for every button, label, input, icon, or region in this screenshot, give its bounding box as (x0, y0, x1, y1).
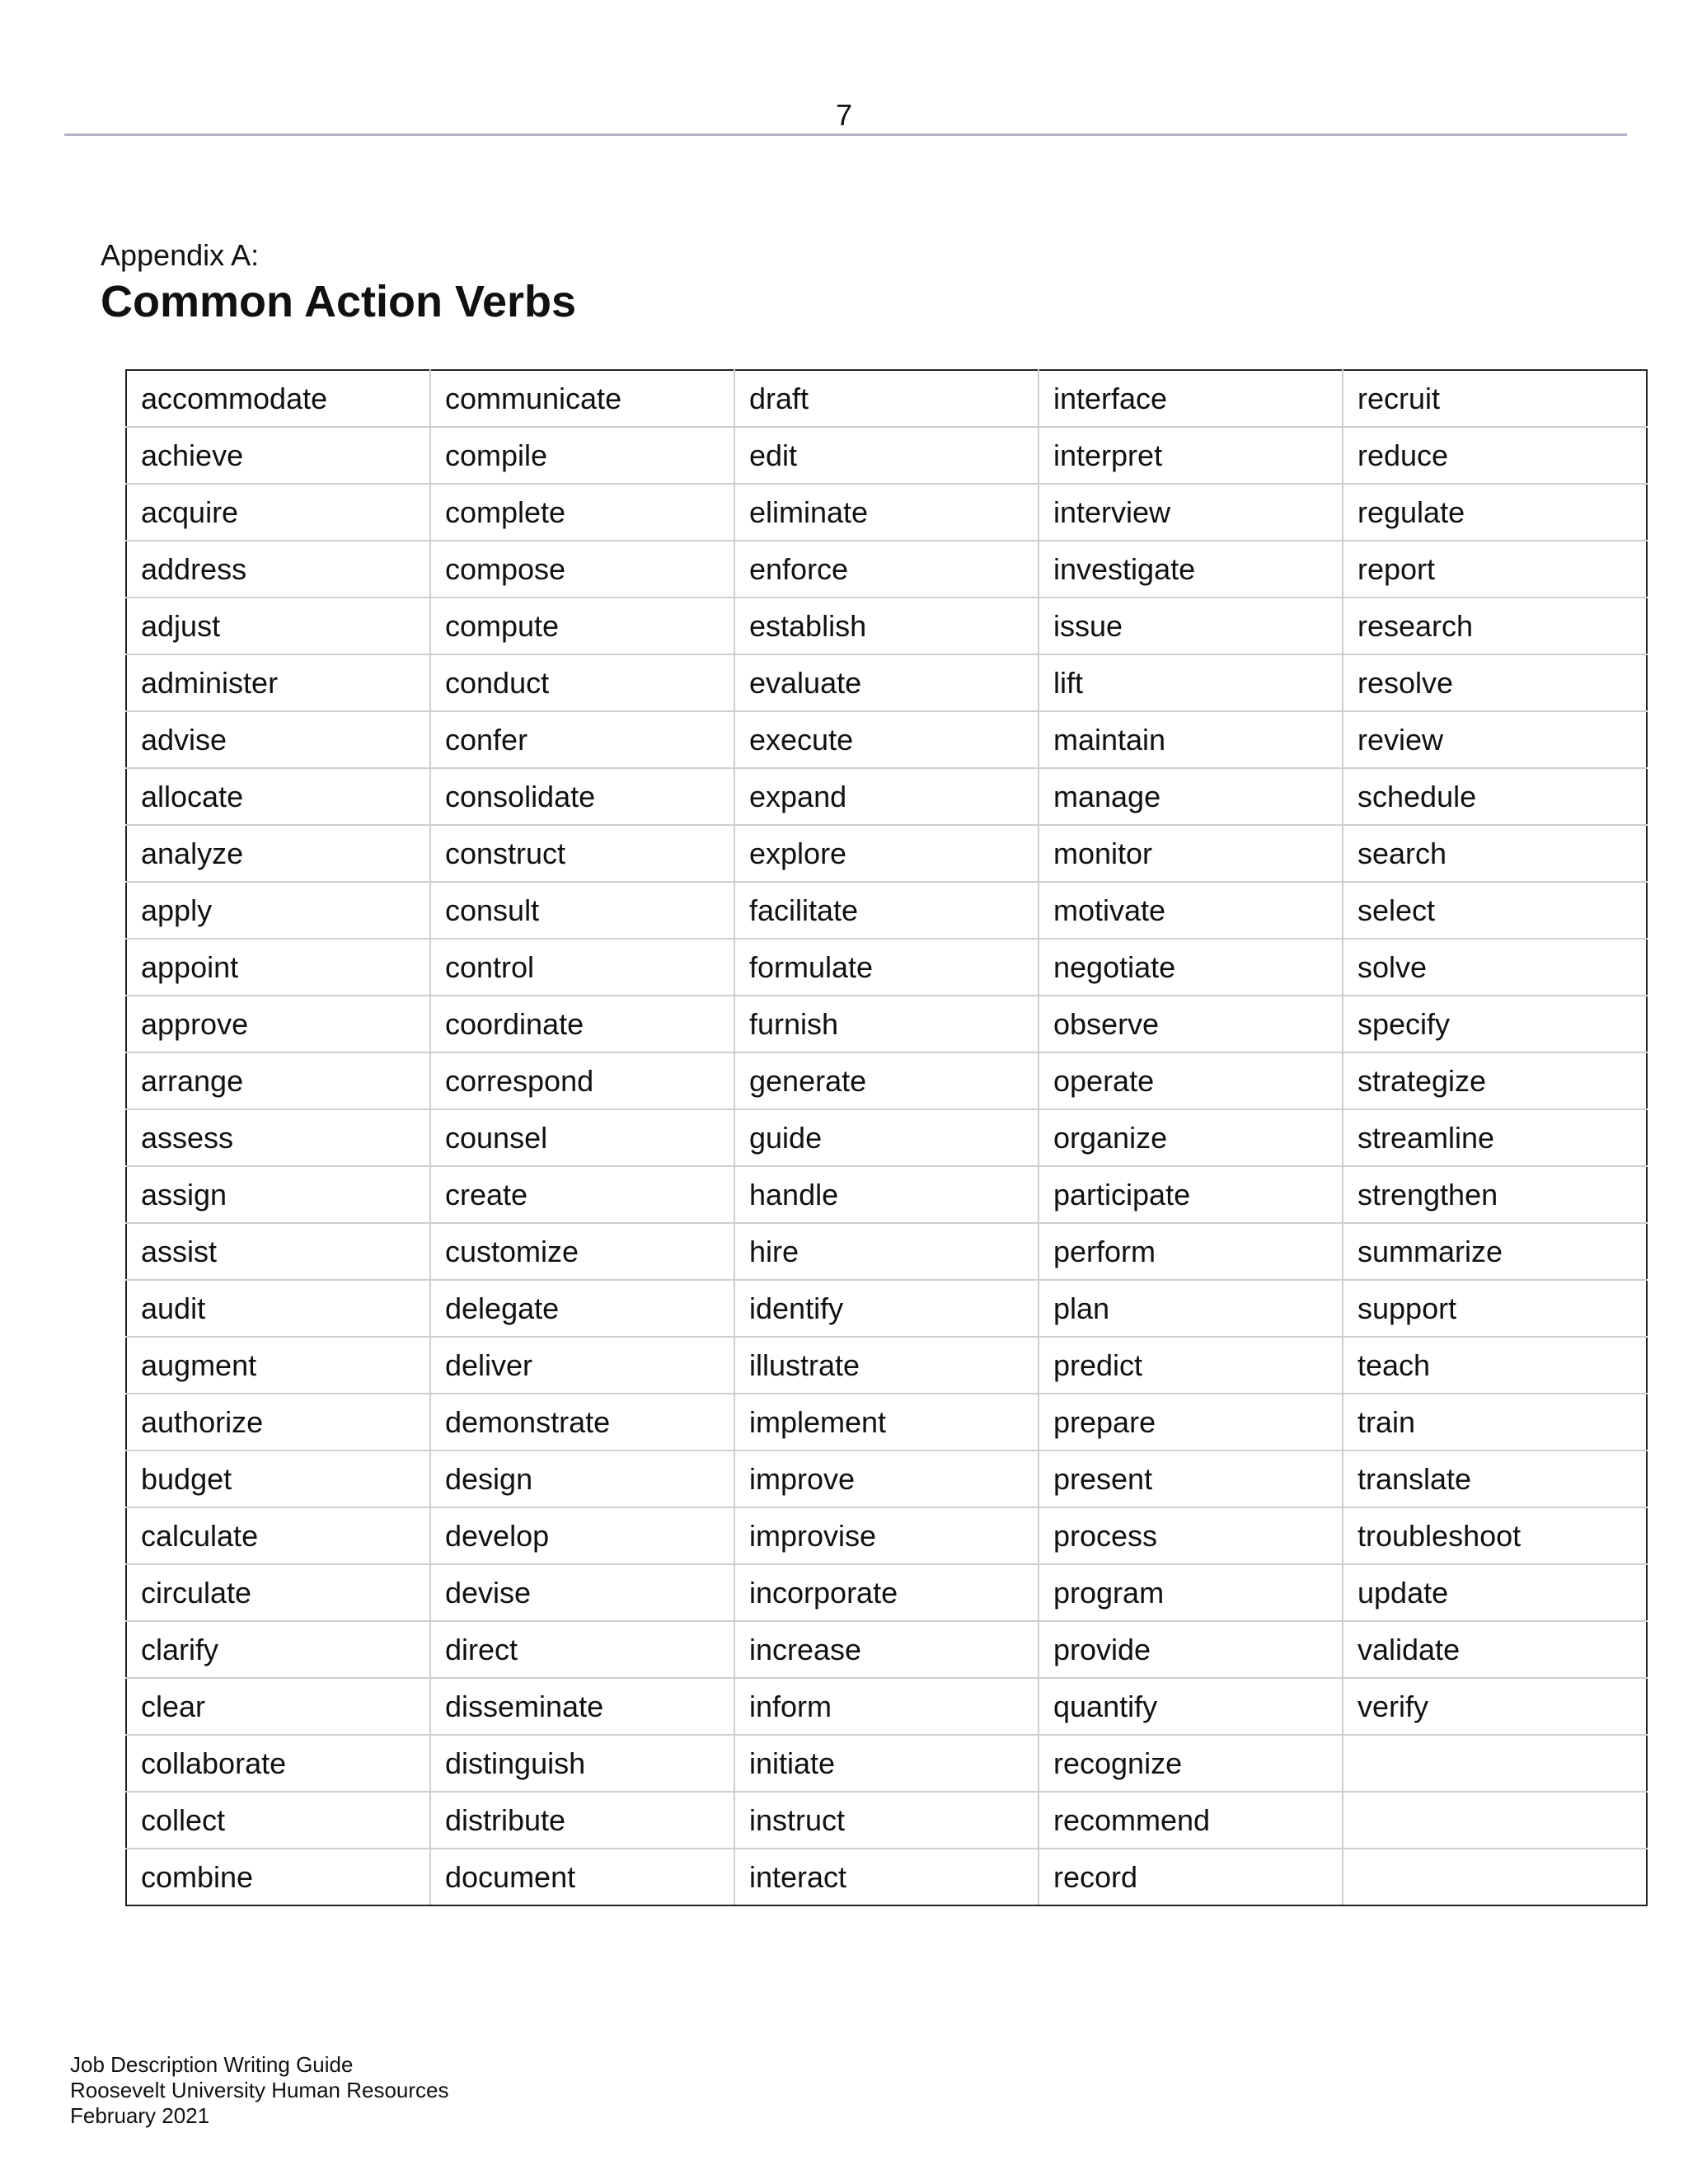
verb-cell: complete (430, 484, 734, 541)
verb-cell: solve (1343, 939, 1647, 996)
verb-cell: teach (1343, 1337, 1647, 1394)
verb-cell: strengthen (1343, 1166, 1647, 1223)
table-row (126, 484, 1647, 541)
verb-cell: recognize (1039, 1735, 1343, 1792)
action-verbs-table-body (126, 370, 1647, 1905)
verb-cell: calculate (126, 1507, 430, 1564)
verb-cell: identify (734, 1280, 1039, 1337)
table-row (126, 1280, 1647, 1337)
verb-cell: circulate (126, 1564, 430, 1621)
verb-cell: construct (430, 825, 734, 882)
verb-cell: collect (126, 1792, 430, 1849)
table-row (126, 939, 1647, 996)
table-row (126, 1166, 1647, 1223)
verb-cell: customize (430, 1223, 734, 1280)
verb-cell: operate (1039, 1052, 1343, 1109)
verb-cell: issue (1039, 598, 1343, 654)
table-row (126, 1394, 1647, 1451)
table-row (126, 598, 1647, 654)
verb-cell: execute (734, 711, 1039, 768)
verb-cell: motivate (1039, 882, 1343, 939)
verb-cell: interpret (1039, 427, 1343, 484)
verb-cell: increase (734, 1621, 1039, 1678)
verb-cell: deliver (430, 1337, 734, 1394)
table-row (126, 1678, 1647, 1735)
verb-cell: acquire (126, 484, 430, 541)
table-row (126, 1223, 1647, 1280)
verb-cell: compute (430, 598, 734, 654)
verb-cell: communicate (430, 370, 734, 427)
verb-cell: regulate (1343, 484, 1647, 541)
verb-cell: address (126, 541, 430, 598)
footer-document-title: Job Description Writing Guide (70, 2052, 354, 2077)
verb-cell: verify (1343, 1678, 1647, 1735)
verb-cell: coordinate (430, 996, 734, 1052)
verb-cell: design (430, 1451, 734, 1507)
verb-cell: arrange (126, 1052, 430, 1109)
verb-cell: quantify (1039, 1678, 1343, 1735)
verb-cell: combine (126, 1849, 430, 1905)
verb-cell: draft (734, 370, 1039, 427)
verb-cell: correspond (430, 1052, 734, 1109)
verb-cell: inform (734, 1678, 1039, 1735)
verb-cell: recruit (1343, 370, 1647, 427)
header-divider (64, 134, 1627, 136)
verb-cell: distinguish (430, 1735, 734, 1792)
verb-cell: adjust (126, 598, 430, 654)
verb-cell: select (1343, 882, 1647, 939)
verb-cell: recommend (1039, 1792, 1343, 1849)
page-number: 7 (835, 98, 853, 132)
verb-cell: resolve (1343, 654, 1647, 711)
table-row (126, 1849, 1647, 1905)
table-row (126, 370, 1647, 427)
verb-cell: hire (734, 1223, 1039, 1280)
verb-cell: schedule (1343, 768, 1647, 825)
verb-cell: advise (126, 711, 430, 768)
verb-cell: interview (1039, 484, 1343, 541)
table-row (126, 1451, 1647, 1507)
verb-cell: record (1039, 1849, 1343, 1905)
table-row (126, 1792, 1647, 1849)
verb-cell: budget (126, 1451, 430, 1507)
verb-cell: prepare (1039, 1394, 1343, 1451)
verb-cell: augment (126, 1337, 430, 1394)
table-row (126, 1735, 1647, 1792)
verb-cell: troubleshoot (1343, 1507, 1647, 1564)
verb-cell: illustrate (734, 1337, 1039, 1394)
verb-cell: delegate (430, 1280, 734, 1337)
table-row (126, 1507, 1647, 1564)
table-row (126, 654, 1647, 711)
verb-cell: consolidate (430, 768, 734, 825)
verb-cell: compose (430, 541, 734, 598)
verb-cell: expand (734, 768, 1039, 825)
verb-cell: investigate (1039, 541, 1343, 598)
verb-cell: control (430, 939, 734, 996)
verb-cell: develop (430, 1507, 734, 1564)
verb-cell (1343, 1735, 1647, 1792)
verb-cell: strategize (1343, 1052, 1647, 1109)
verb-cell: reduce (1343, 427, 1647, 484)
verb-cell: instruct (734, 1792, 1039, 1849)
verb-cell: create (430, 1166, 734, 1223)
verb-cell: eliminate (734, 484, 1039, 541)
verb-cell: guide (734, 1109, 1039, 1166)
verb-cell: assist (126, 1223, 430, 1280)
verb-cell: improve (734, 1451, 1039, 1507)
verb-cell: administer (126, 654, 430, 711)
verb-cell: plan (1039, 1280, 1343, 1337)
table-row (126, 996, 1647, 1052)
verb-cell: train (1343, 1394, 1647, 1451)
verb-cell: negotiate (1039, 939, 1343, 996)
verb-cell: lift (1039, 654, 1343, 711)
table-row (126, 711, 1647, 768)
verb-cell: collaborate (126, 1735, 430, 1792)
action-verbs-table (125, 369, 1648, 1906)
verb-cell: devise (430, 1564, 734, 1621)
verb-cell: approve (126, 996, 430, 1052)
verb-cell: incorporate (734, 1564, 1039, 1621)
verb-cell: enforce (734, 541, 1039, 598)
verb-cell: consult (430, 882, 734, 939)
verb-cell: program (1039, 1564, 1343, 1621)
verb-cell: direct (430, 1621, 734, 1678)
verb-cell: achieve (126, 427, 430, 484)
verb-cell: perform (1039, 1223, 1343, 1280)
verb-cell: allocate (126, 768, 430, 825)
verb-cell: research (1343, 598, 1647, 654)
verb-cell: analyze (126, 825, 430, 882)
verb-cell: monitor (1039, 825, 1343, 882)
verb-cell: formulate (734, 939, 1039, 996)
verb-cell: explore (734, 825, 1039, 882)
verb-cell: evaluate (734, 654, 1039, 711)
verb-cell: interface (1039, 370, 1343, 427)
verb-cell: support (1343, 1280, 1647, 1337)
table-row (126, 882, 1647, 939)
table-row (126, 768, 1647, 825)
verb-cell: summarize (1343, 1223, 1647, 1280)
verb-cell: confer (430, 711, 734, 768)
verb-cell: update (1343, 1564, 1647, 1621)
footer (70, 2052, 449, 2129)
verb-cell: distribute (430, 1792, 734, 1849)
verb-cell: document (430, 1849, 734, 1905)
table-row (126, 825, 1647, 882)
table-row (126, 1337, 1647, 1394)
verb-cell: report (1343, 541, 1647, 598)
verb-cell: review (1343, 711, 1647, 768)
verb-cell: specify (1343, 996, 1647, 1052)
verb-cell: process (1039, 1507, 1343, 1564)
verb-cell: demonstrate (430, 1394, 734, 1451)
footer-department: Roosevelt University Human Resources (70, 2078, 449, 2102)
verb-cell: conduct (430, 654, 734, 711)
verb-cell: generate (734, 1052, 1039, 1109)
verb-cell: improvise (734, 1507, 1039, 1564)
verb-cell: accommodate (126, 370, 430, 427)
table-row (126, 1109, 1647, 1166)
table-row (126, 541, 1647, 598)
verb-cell: maintain (1039, 711, 1343, 768)
verb-cell: participate (1039, 1166, 1343, 1223)
verb-cell: counsel (430, 1109, 734, 1166)
table-row (126, 1564, 1647, 1621)
verb-cell: initiate (734, 1735, 1039, 1792)
verb-cell: handle (734, 1166, 1039, 1223)
verb-cell: establish (734, 598, 1039, 654)
verb-cell: observe (1039, 996, 1343, 1052)
verb-cell: audit (126, 1280, 430, 1337)
verb-cell: assign (126, 1166, 430, 1223)
verb-cell: streamline (1343, 1109, 1647, 1166)
verb-cell: furnish (734, 996, 1039, 1052)
verb-cell: disseminate (430, 1678, 734, 1735)
verb-cell: clear (126, 1678, 430, 1735)
footer-date: February 2021 (70, 2103, 210, 2128)
page-title: Common Action Verbs (101, 277, 577, 326)
table-row (126, 1052, 1647, 1109)
table-row (126, 1621, 1647, 1678)
verb-cell: manage (1039, 768, 1343, 825)
verb-cell (1343, 1849, 1647, 1905)
verb-cell: interact (734, 1849, 1039, 1905)
verb-cell: translate (1343, 1451, 1647, 1507)
verb-cell: authorize (126, 1394, 430, 1451)
verb-cell: organize (1039, 1109, 1343, 1166)
verb-cell: clarify (126, 1621, 430, 1678)
appendix-label: Appendix A: (101, 238, 260, 272)
verb-cell: compile (430, 427, 734, 484)
verb-cell: edit (734, 427, 1039, 484)
table-row (126, 427, 1647, 484)
verb-cell: facilitate (734, 882, 1039, 939)
verb-cell: provide (1039, 1621, 1343, 1678)
verb-cell: search (1343, 825, 1647, 882)
verb-cell (1343, 1792, 1647, 1849)
verb-cell: implement (734, 1394, 1039, 1451)
verb-cell: predict (1039, 1337, 1343, 1394)
verb-cell: validate (1343, 1621, 1647, 1678)
verb-cell: apply (126, 882, 430, 939)
verb-cell: assess (126, 1109, 430, 1166)
verb-cell: appoint (126, 939, 430, 996)
verb-cell: present (1039, 1451, 1343, 1507)
